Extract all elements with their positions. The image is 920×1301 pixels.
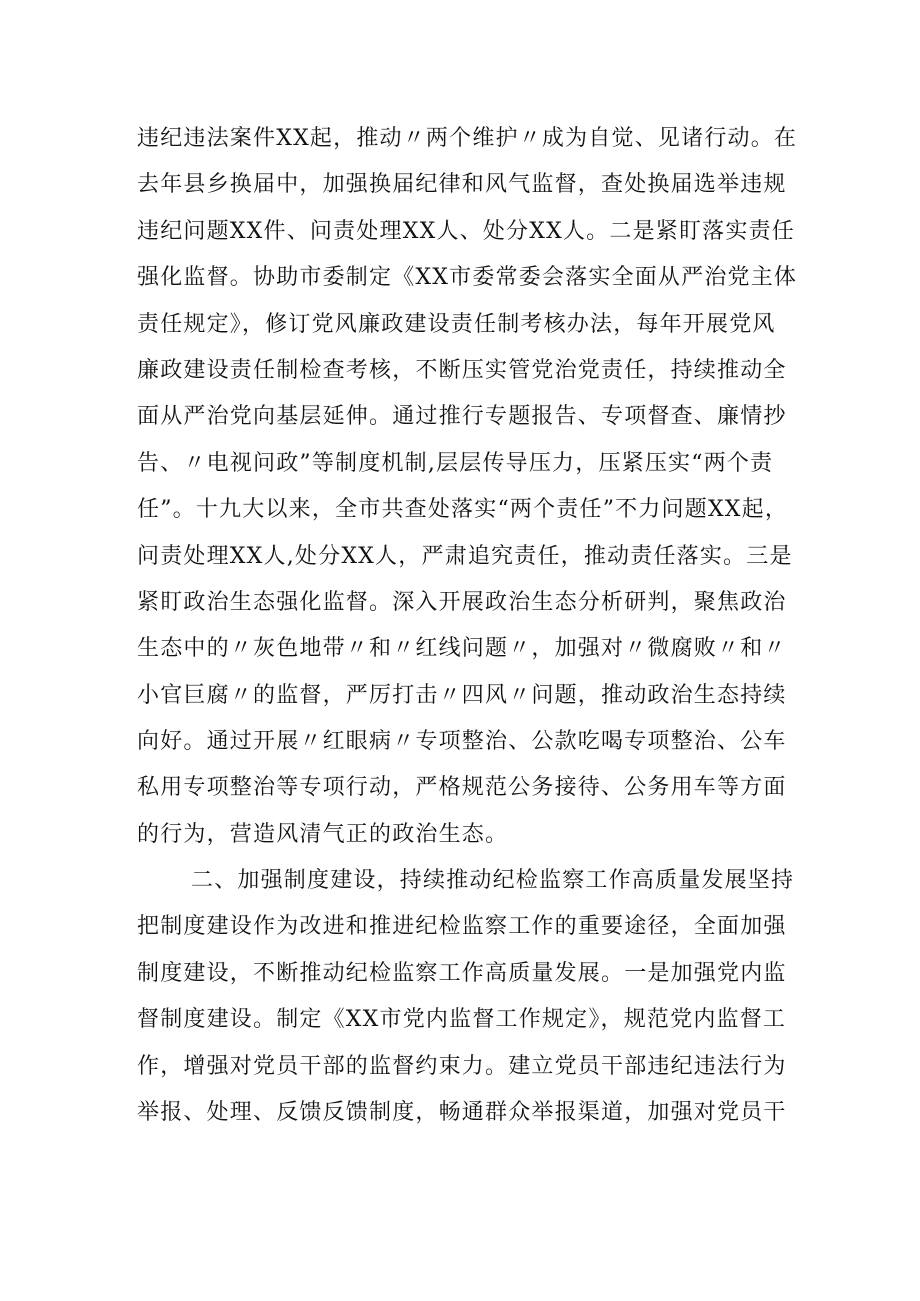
paragraph-line: 问责处理XX人,处分XX人，严肃追究责任，推动责任落实。三是	[137, 543, 793, 569]
paragraph-line: 把制度建设作为改进和推进纪检监察工作的重要途径，全面加强	[137, 914, 787, 940]
paragraph-line: 私用专项整治等专项行动，严格规范公务接待、公务用车等方面	[137, 775, 787, 801]
paragraph-line: 制度建设，不断推动纪检监察工作高质量发展。一是加强党内监	[137, 960, 787, 986]
paragraph-line: 向好。通过开展〃红眼病〃专项整治、公款吃喝专项整治、公车	[137, 729, 787, 755]
paragraph-line: 责任规定》，修订党风廉政建设责任制考核办法，每年开展党风	[137, 311, 776, 337]
paragraph-line: 违纪问题XX件、问责处理XX人、处分XX人。二是紧盯落实责任	[137, 218, 795, 244]
paragraph-1	[137, 116, 797, 858]
paragraph-line: 举报、处理、反馈反馈制度，畅通群众举报渠道，加强对党员干	[137, 1099, 787, 1125]
paragraph-line: 去年县乡换届中，加强换届纪律和风气监督，查处换届选举违规	[137, 172, 787, 198]
paragraph-2	[137, 858, 797, 1136]
paragraph-line: 任”。十九大以来，全市共查处落实“两个责任”不力问题XX起，	[137, 497, 789, 523]
paragraph-line: 告、〃电视问政”等制度机制,层层传导压力，压紧压实“两个责	[137, 450, 774, 476]
paragraph-line: 作，增强对党员干部的监督约束力。建立党员干部违纪违法行为	[137, 1053, 787, 1079]
paragraph-line: 紧盯政治生态强化监督。深入开展政治生态分析研判，聚焦政治	[137, 589, 787, 615]
paragraph-line: 强化监督。协助市委制定《XX市委常委会落实全面从严治党主体	[137, 265, 798, 291]
paragraph-line: 生态中的〃灰色地带〃和〃红线问题〃，加强对〃微腐败〃和〃	[137, 636, 787, 662]
paragraph-line: 面从严治党向基层延伸。通过推行专题报告、专项督查、廉情抄	[137, 404, 787, 430]
paragraph-line: 二、加强制度建设，持续推动纪检监察工作高质量发展坚持	[191, 868, 795, 893]
paragraph-line: 违纪违法案件XX起，推动〃两个维护〃成为自觉、见诸行动。在	[137, 126, 798, 151]
paragraph-line: 督制度建设。制定《XX市党内监督工作规定》，规范党内监督工	[137, 1007, 787, 1033]
paragraph-line: 廉政建设责任制检查考核，不断压实管党治党责任，持续推动全	[137, 357, 787, 383]
paragraph-line: 的行为，营造风清气正的政治生态。	[137, 821, 509, 847]
paragraph-line: 小官巨腐〃的监督，严厉打击〃四风〃问题，推动政治生态持续	[137, 682, 787, 708]
